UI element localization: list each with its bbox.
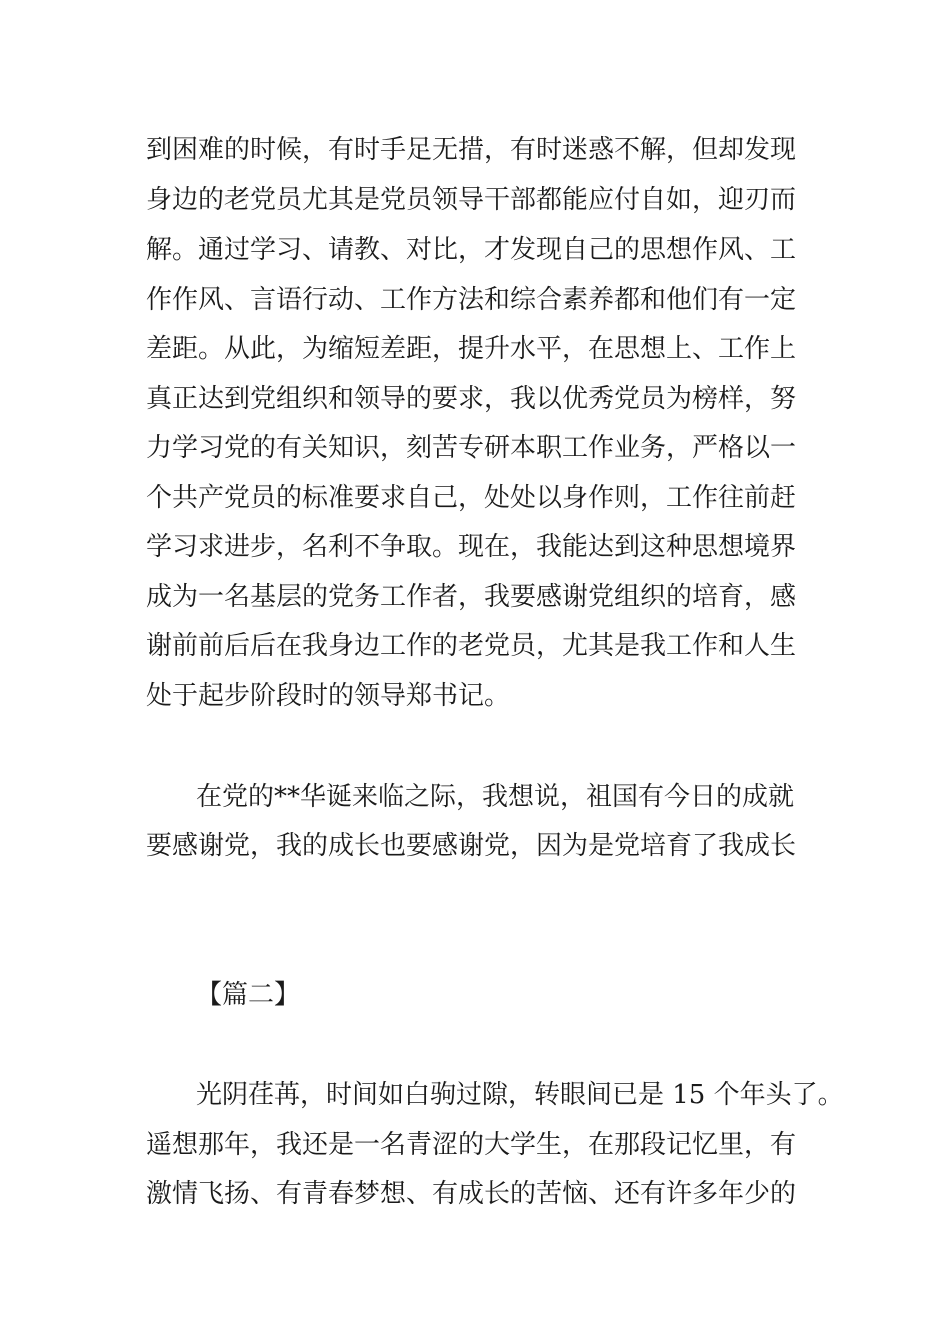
paragraph-3-line-1: 光阴荏苒，时间如白驹过隙，转眼间已是 15 个年头了。: [196, 1080, 844, 1110]
paragraph-2-line-1: 在党的**华诞来临之际，我想说，祖国有今日的成就: [196, 782, 795, 812]
paragraph-1-line-12: 处于起步阶段时的领导郑书记。: [146, 681, 511, 711]
paragraph-3-line-2: 遥想那年，我还是一名青涩的大学生，在那段记忆里，有: [146, 1130, 797, 1160]
paragraph-1-line-11: 谢前前后后在我身边工作的老党员，尤其是我工作和人生: [146, 631, 797, 661]
paragraph-1-line-3: 解。通过学习、请教、对比，才发现自己的思想作风、工: [146, 235, 797, 265]
section-heading: 【篇二】: [196, 980, 301, 1010]
paragraph-1-line-4: 作作风、言语行动、工作方法和综合素养都和他们有一定: [146, 285, 797, 315]
paragraph-2-line-2: 要感谢党，我的成长也要感谢党，因为是党培育了我成长: [146, 831, 797, 861]
paragraph-3-line-3: 激情飞扬、有青春梦想、有成长的苦恼、还有许多年少的: [146, 1179, 797, 1209]
paragraph-1-line-8: 个共产党员的标准要求自己，处处以身作则，工作往前赶: [146, 483, 797, 513]
paragraph-1-line-7: 力学习党的有关知识，刻苦专研本职工作业务，严格以一: [146, 433, 797, 463]
paragraph-1-line-2: 身边的老党员尤其是党员领导干部都能应付自如，迎刃而: [146, 185, 797, 215]
paragraph-1-line-1: 到困难的时候，有时手足无措，有时迷惑不解，但却发现: [146, 135, 797, 165]
paragraph-1-line-5: 差距。从此，为缩短差距，提升水平，在思想上、工作上: [146, 334, 797, 364]
paragraph-1-line-9: 学习求进步，名利不争取。现在，我能达到这种思想境界: [146, 532, 797, 562]
paragraph-1-line-10: 成为一名基层的党务工作者，我要感谢党组织的培育，感: [146, 582, 797, 612]
paragraph-1-line-6: 真正达到党组织和领导的要求，我以优秀党员为榜样，努: [146, 384, 797, 414]
